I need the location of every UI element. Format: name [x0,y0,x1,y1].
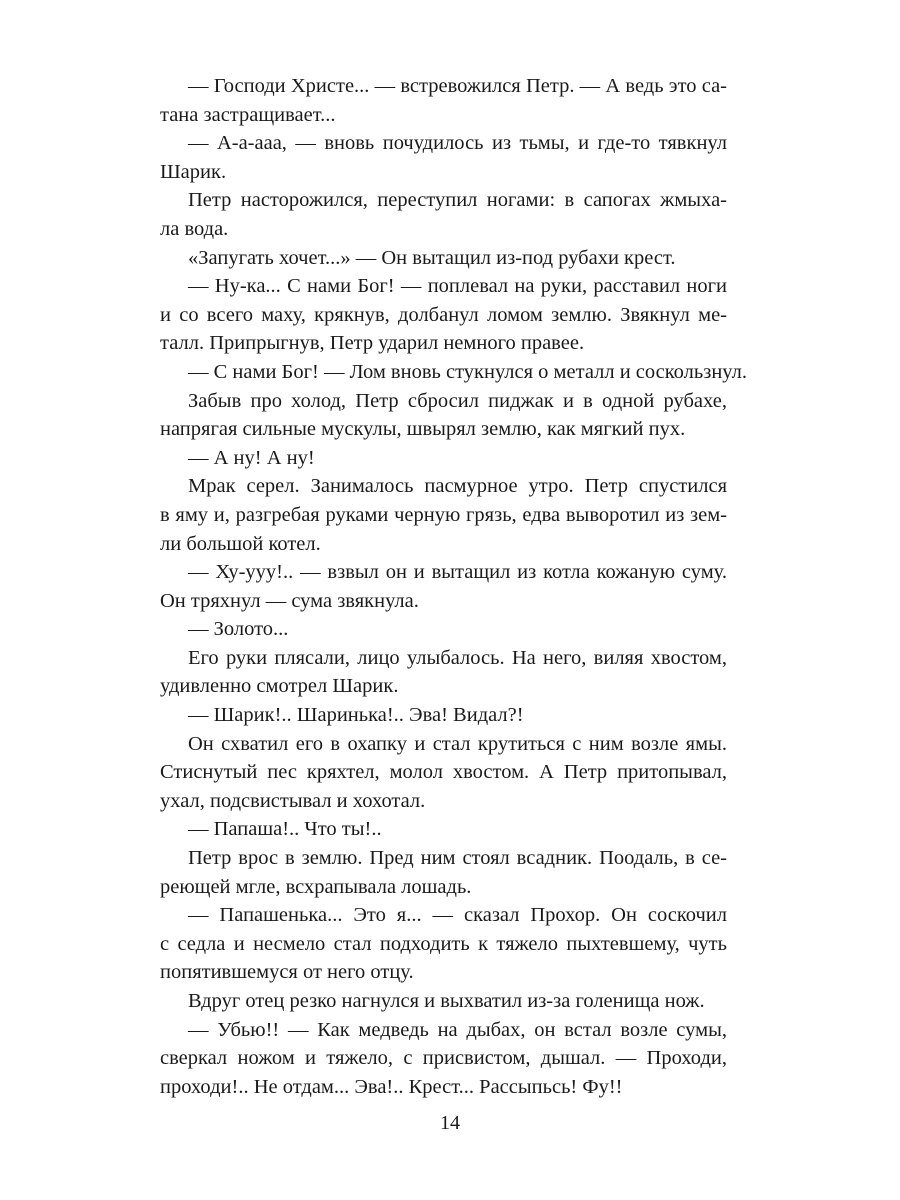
paragraph [160,987,727,1016]
text-line: Шарик. [160,160,227,183]
text-line: ухал, подсвистывал и хохотал. [160,789,426,812]
text-line: — Золото... [188,618,289,641]
text-line: и со всего маху, крякнув, долбанул ломом землю. Звякнул ме- [160,303,727,326]
text-line: — Убью!! — Как медведь на дыбах, он встал возле сумы, [188,1018,727,1041]
text-line: Вдруг отец резко нагнулся и выхватил из-за голенища нож. [188,990,705,1012]
text-line: — Ху-ууу!.. — взвыл он и вытащил из котла кожаную суму. [188,561,727,584]
text-line: в яму и, разгребая руками черную грязь, едва выворотил из зем- [160,503,727,526]
text-line: напрягая сильные мускулы, швырял землю, как мягкий пух. [160,418,686,441]
text-line: «Запугать хочет...» — Он вытащил из-под рубахи крест. [188,246,676,269]
paragraph [160,901,727,987]
page-number: 14 [440,1112,460,1134]
text-line: сверкал ножом и тяжело, с присвистом, дышал. — Проходи, [160,1047,727,1070]
text-line: тана застращивает... [160,103,336,126]
paragraph [160,615,727,644]
text-line: Петр насторожился, переступил ногами: в сапогах жмыха- [188,189,727,212]
text-line: — Господи Христе... — встревожился Петр. — А ведь это са- [188,75,727,97]
paragraph [160,272,727,358]
text-line: с седла и несмело стал подходить к тяжело пыхтевшему, чуть [160,932,727,955]
paragraph [160,387,727,444]
text-line: — Ну-ка... С нами Бог! — поплевал на руки, расставил ноги [188,275,727,298]
text-line: Его руки плясали, лицо улыбалось. На него, виляя хвостом, [188,646,727,669]
text-line: попятившемуся от него отцу. [160,961,414,984]
paragraph [160,1016,727,1102]
page-body [160,72,747,1112]
text-line: Петр врос в землю. Пред ним стоял всадник. Поодаль, в се- [188,847,727,870]
text-line: — Папашенька... Это я... — сказал Прохор. Он соскочил [188,904,727,927]
text-line: Мрак серел. Занималось пасмурное утро. Петр спустился [188,475,727,498]
text-line: реющей мгле, всхрапывала лошадь. [160,875,472,898]
text-line: талл. Припрыгнув, Петр ударил немного правее. [160,332,585,355]
paragraph [160,72,727,129]
paragraph [160,844,727,901]
text-line: удивленно смотрел Шарик. [160,675,399,698]
text-line: Он тряхнул — сума звякнула. [160,589,419,612]
text-line: — Папаша!.. Что ты!.. [188,818,382,841]
paragraph [160,444,727,473]
paragraph [160,472,727,558]
text-line: — Шарик!.. Шаринька!.. Эва! Видал?! [188,704,524,727]
paragraph [160,730,727,816]
paragraph [160,129,727,186]
paragraph [160,701,727,730]
paragraph [160,558,727,615]
paragraph [160,358,747,387]
text-line: ла вода. [160,217,229,240]
text-line: Забыв про холод, Петр сбросил пиджак и в одной рубахе, [188,389,727,412]
body-text [160,72,747,1101]
text-line: — А ну! А ну! [188,446,315,469]
text-line: проходи!.. Не отдам... Эва!.. Крест... Рассыпьсь! Фу!! [160,1075,623,1098]
text-line: — А-а-ааа, — вновь почудилось из тьмы, и где-то тявкнул [188,132,727,155]
text-line: Стиснутый пес кряхтел, молол хвостом. А Петр притопывал, [160,761,727,784]
paragraph [160,815,727,844]
paragraph [160,186,727,243]
text-line: — С нами Бог! — Лом вновь стукнулся о металл и соскользнул. [188,360,747,383]
text-line: Он схватил его в охапку и стал крутиться с ним возле ямы. [188,732,727,755]
paragraph [160,244,727,273]
text-line: ли большой котел. [160,532,321,555]
paragraph [160,644,727,701]
